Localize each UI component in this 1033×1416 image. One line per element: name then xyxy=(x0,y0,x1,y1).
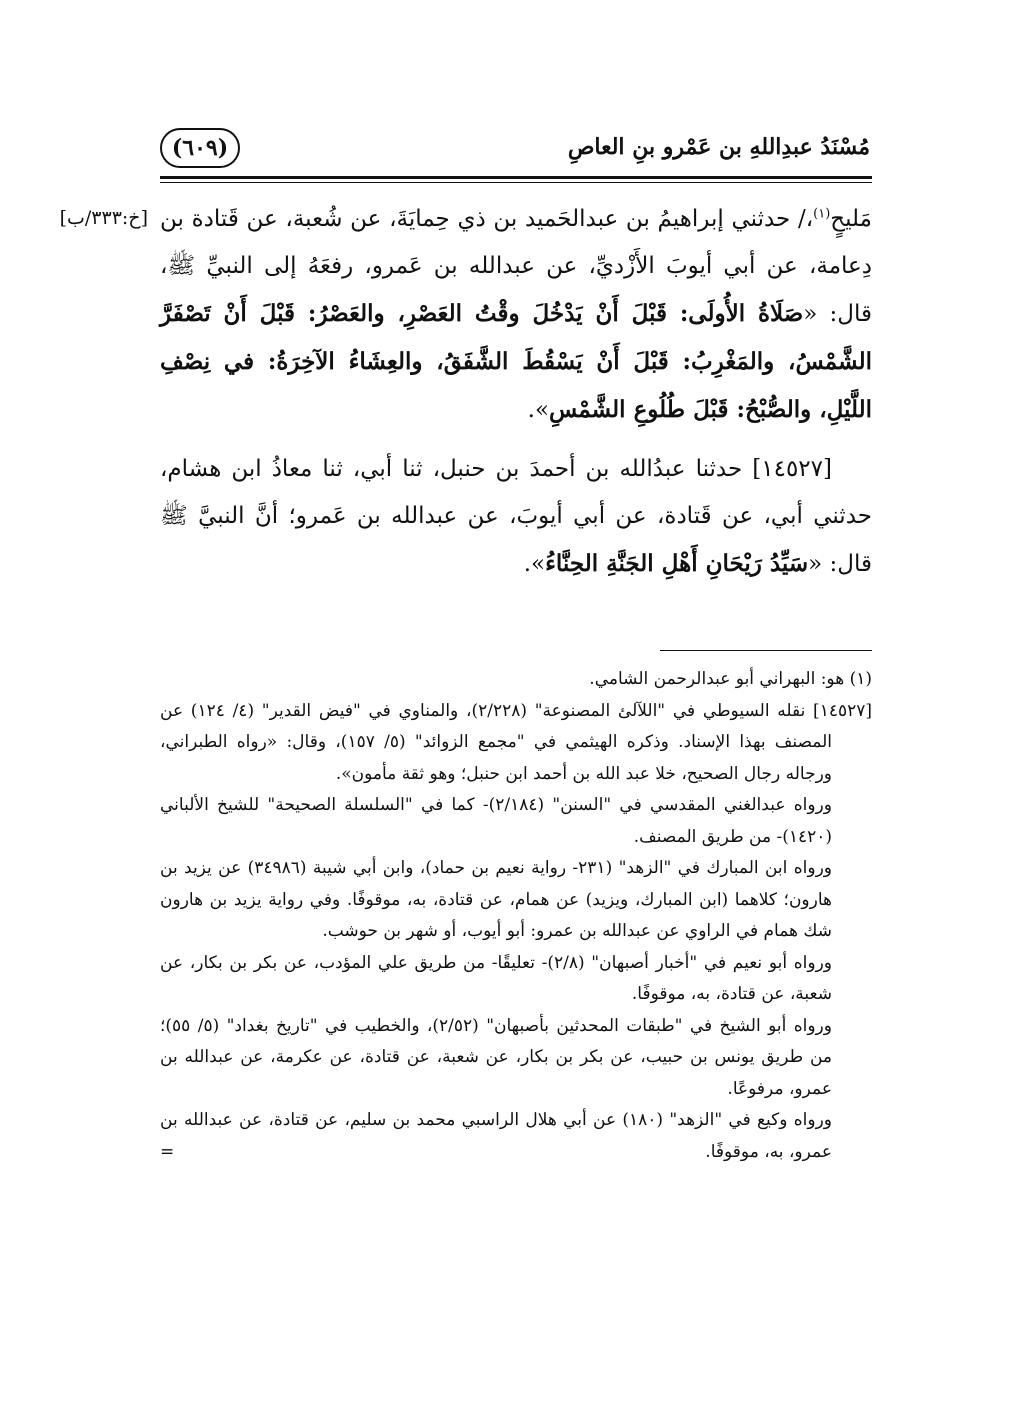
text-segment: مَليحٍ xyxy=(830,206,872,232)
text-segment: حدثنا عبدُالله بن أحمدَ بن حنبل، ثنا أبي، ثنا معاذُ ابن هشام، حدثني أبي، عن قَتادة، عن أبي أيوبَ، عن عبدالله بن عَمرو؛ أنَّ النبيَّ ﷺ قال: « xyxy=(160,456,872,577)
footnote-14527-intro: [١٤٥٢٧] نقله السيوطي في "اللآلئ المصنوعة" (٢/٢٢٨)، والمناوي في "فيض القدير" (٤/ ١٢٤) عن المصنف بهذا الإسناد. وذكره الهيثمي في "مجمع الزوائد" (٥/ ١٥٧)، وقال: «رواه الطبراني، ورجاله رجال الصحيح، خلا عبد الله بن أحمد ابن حنبل؛ وهو ثقة مأمون». xyxy=(160,700,872,784)
running-title: مُسْنَدُ عبدِاللهِ بن عَمْرو بنِ العاصِ xyxy=(567,134,870,160)
hadith-text: سَيِّدُ رَيْحَانِ أَهْلِ الجَنَّةِ الحِنَّاءُ xyxy=(545,550,809,577)
header-rule-thin xyxy=(160,182,872,183)
main-text xyxy=(160,196,872,588)
footnote-paragraph: ورواه عبدالغني المقدسي في "السنن" (٢/١٨٤)- كما في "السلسلة الصحيحة" للشيخ الألباني (١٤٢٠)- من طريق المصنف. xyxy=(160,795,832,847)
manuscript-folio-reference: [خ:٣٣٣/ب] xyxy=(59,207,148,229)
text-segment: ». xyxy=(527,397,550,423)
footnote-paragraph xyxy=(160,1105,832,1168)
page-header xyxy=(160,124,872,180)
page-number: (٦٠٩) xyxy=(160,128,240,168)
footnote-paragraph: ورواه أبو نعيم في "أخبار أصبهان" (٢/٨)- تعليقًا- من طريق علي المؤدب، عن بكر بن بكار، عن شعبة، عن قتادة، به، موقوفًا. xyxy=(160,952,832,1004)
hadith-number: [١٤٥٢٧] xyxy=(752,456,832,482)
footnote-paragraph: ورواه ابن المبارك في "الزهد" (٢٣١- رواية نعيم بن حماد)، وابن أبي شيبة (٣٤٩٨٦) عن يزيد بن هارون؛ كلاهما (ابن المبارك، ويزيد) عن همام، عن قتادة، به، موقوفًا. وفي رواية يزيد بن هارون شك همام في الراوي عن عبدالله بن عمرو: أبو أيوب، أو شهر بن حوشب. xyxy=(160,858,832,941)
footnote-text: ورواه وكيع في "الزهد" (١٨٠) عن أبي هلال الراسبي محمد بن سليم، عن قتادة، عن عبدالله بن عمرو، به، موقوفًا. xyxy=(160,1110,832,1162)
footnote-separator xyxy=(660,650,872,651)
footnote-14527-continued xyxy=(160,790,872,1168)
text-segment: ،/ حدثني إبراهيمُ بن عبدالحَميد بن ذي حِمايَةَ، عن شُعبة، عن قَتادة بن دِعامة، عن أبي أيوبَ الأَزْديِّ، عن عبدالله بن عَمرو، رفعَهُ إلى النبيِّ ﷺ، قال: « xyxy=(160,206,872,327)
footnote-marker: (١) xyxy=(813,206,831,222)
continuation-mark: = xyxy=(160,1141,175,1162)
hadith-paragraph-14527 xyxy=(160,446,872,588)
footnote-paragraph: ورواه أبو الشيخ في "طبقات المحدثين بأصبهان" (٢/٥٢)، والخطيب في "تاريخ بغداد" (٥/ ٥٥)؛ من طريق يونس بن حبيب، عن بكر بن بكار، عن شعبة، عن قتادة، عن عكرمة، عن عبدالله بن عمرو، مرفوعًا. xyxy=(160,1015,832,1099)
footnote-1: (١) هو: البهراني أبو عبدالرحمن الشامي. xyxy=(589,669,872,689)
hadith-paragraph-continued xyxy=(160,196,872,434)
header-rule-thick xyxy=(160,176,872,179)
footnotes xyxy=(160,664,872,1168)
hadith-text: صَلَاةُ الأُولَى: قَبْلَ أَنْ يَدْخُلَ وقْتُ العَصْرِ، والعَصْرُ: قَبْلَ أَنْ تَصْفَرَّ الشَّمْسُ، والمَغْرِبُ: قَبْلَ أَنْ يَسْقُطَ الشَّفَقُ، والعِشَاءُ الآخِرَةُ: في نِصْفِ اللَّيْلِ، والصُّبْحُ: قَبْلَ طُلُوعِ الشَّمْسِ xyxy=(160,300,872,423)
text-segment: ». xyxy=(523,551,546,577)
